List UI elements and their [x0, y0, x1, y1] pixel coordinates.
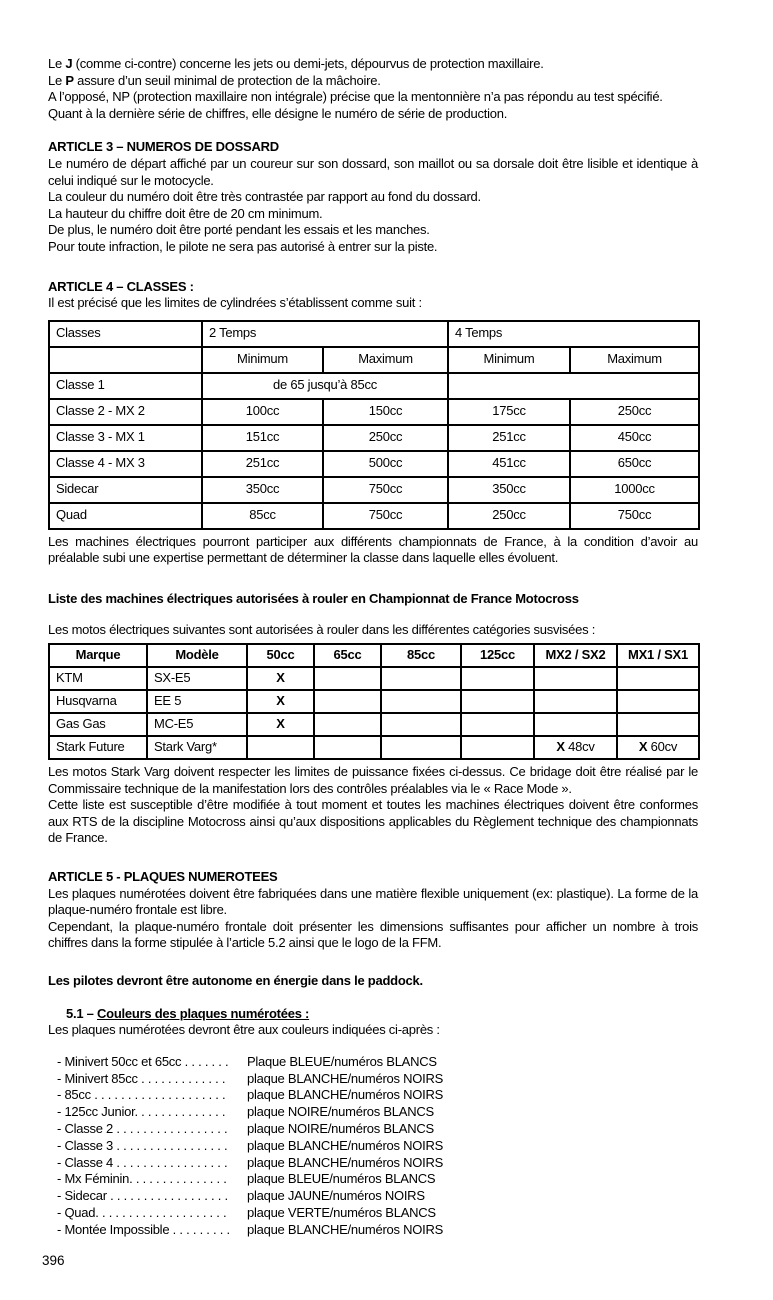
table-cell: EE 5 — [147, 690, 247, 713]
section-5-1-number: 5.1 – — [66, 1005, 98, 1021]
dot-leader: . . . . . . . . . . . . . — [141, 1070, 226, 1086]
table-cell — [381, 690, 461, 713]
table-cell: 100cc — [202, 399, 323, 425]
article3-paragraph-5: Pour toute infraction, le pilote ne sera pas autorisé à entrer sur la piste. — [48, 238, 438, 254]
table-cell: Minimum — [448, 347, 570, 373]
electric-list-intro: Les motos électriques suivantes sont autorisées à rouler dans les différentes catégories susvisées : — [48, 621, 596, 637]
plate-item-label — [57, 1138, 247, 1155]
plate-color-item — [48, 1188, 698, 1205]
intro-line-1-pre: Le — [48, 56, 66, 71]
table-cell — [247, 736, 314, 759]
article5-paragraph-2: Cependant, la plaque-numéro frontale doit présenter les dimensions suffisantes pour afficher un nombre à trois chiffres dans la forme stipulée à l’article 5.2 ainsi que le logo de la FFM. — [48, 918, 698, 951]
table-cell — [461, 713, 534, 736]
intro-line-1-post: (comme ci-contre) concerne les jets ou demi-jets, dépourvus de protection maxillaire. — [72, 56, 544, 71]
plate-color-item — [48, 1071, 698, 1088]
table-cell — [247, 667, 314, 690]
table-cell: Modèle — [147, 644, 247, 667]
table-cell — [314, 713, 381, 736]
table-cell: Marque — [49, 644, 147, 667]
table-cell: 85cc — [202, 503, 323, 529]
intro-line-2-bold: P — [65, 72, 74, 88]
table-cell: Quad — [49, 503, 202, 529]
intro-line-4: Quant à la dernière série de chiffres, elle désigne le numéro de série de production. — [48, 105, 508, 121]
table-row — [49, 713, 699, 736]
x-mark: X — [276, 716, 285, 732]
dot-leader: . . . . . . . . . . . . . . — [134, 1104, 226, 1120]
intro-line-3: A l’opposé, NP (protection maxillaire non intégrale) précise que la mentonnière n’a pas répondu au test spécifié. — [48, 89, 663, 105]
plate-item-label — [57, 1104, 247, 1121]
dot-leader: . . . . . . . . . . . . . . . . . — [116, 1137, 228, 1153]
plate-color-value: plaque BLANCHE/numéros NOIRS — [247, 1070, 444, 1086]
dot-leader: . . . . . . . . . — [172, 1221, 230, 1237]
x-mark: X — [638, 739, 648, 755]
table-cell: 1000cc — [570, 477, 699, 503]
table-cell: 151cc — [202, 425, 323, 451]
plate-class: - Quad — [57, 1204, 96, 1220]
intro-line-2 — [48, 73, 698, 90]
plate-color-value: plaque VERTE/numéros BLANCS — [247, 1204, 436, 1220]
article3-paragraph-4: De plus, le numéro doit être porté pendant les essais et les manches. — [48, 222, 430, 238]
table-cell — [247, 690, 314, 713]
table-cell: 175cc — [448, 399, 570, 425]
table-cell: Classe 3 - MX 1 — [49, 425, 202, 451]
intro-line-2-pre: Le — [48, 72, 66, 88]
section-5-1-intro: Les plaques numérotées devront être aux couleurs indiquées ci-après : — [48, 1022, 440, 1038]
table-cell: 4 Temps — [448, 321, 699, 347]
electric-machines-table — [48, 643, 700, 760]
plate-color-value: Plaque BLEUE/numéros BLANCS — [247, 1053, 437, 1069]
intro-line-2-post: assure d’un seuil minimal de protection de la mâchoire. — [73, 72, 381, 88]
plate-color-item — [48, 1155, 698, 1172]
power-note: 60cv — [647, 739, 678, 755]
plate-item-label — [57, 1171, 247, 1188]
intro-line-1 — [48, 56, 698, 73]
x-mark: X — [276, 670, 285, 686]
table-row — [49, 451, 699, 477]
plate-class: - 125cc Junior — [57, 1104, 135, 1120]
table-cell — [448, 373, 699, 399]
table-cell: 50cc — [247, 644, 314, 667]
plate-item-label — [57, 1071, 247, 1088]
table-row — [49, 644, 699, 667]
plate-class: - Mx Féminin — [57, 1171, 130, 1187]
table-cell — [461, 667, 534, 690]
plate-class: - Classe 4 — [57, 1154, 117, 1170]
intro-paragraph — [48, 56, 698, 122]
stark-paragraph-2: Cette liste est susceptible d’être modifiée à tout moment et toutes les machines électriques doivent être conformes aux RTS de la discipline Motocross ainsi qu’aux dispositions applicables du Règlement technique des championnats de France. — [48, 797, 698, 846]
table-cell — [461, 736, 534, 759]
power-note: 48cv — [564, 739, 595, 755]
plate-color-item — [48, 1205, 698, 1222]
plate-color-item — [48, 1171, 698, 1188]
plate-item-label — [57, 1155, 247, 1172]
plate-item-label — [57, 1054, 247, 1071]
x-mark: X — [556, 739, 565, 755]
plate-color-value: plaque BLANCHE/numéros NOIRS — [247, 1137, 444, 1153]
table-cell: Classe 4 - MX 3 — [49, 451, 202, 477]
table-cell: Maximum — [570, 347, 699, 373]
table-cell — [381, 736, 461, 759]
article5-title: ARTICLE 5 - PLAQUES NUMEROTEES — [48, 869, 278, 885]
table-cell: 250cc — [570, 399, 699, 425]
table-cell: Maximum — [323, 347, 448, 373]
dot-leader: . . . . . . . . . . . . . . . . . . . . — [94, 1087, 226, 1103]
plate-class: - Classe 2 — [57, 1121, 117, 1136]
table-cell: 2 Temps — [202, 321, 448, 347]
table-cell — [314, 736, 381, 759]
table-cell: 650cc — [570, 451, 699, 477]
intro-line-1-bold: J — [65, 56, 73, 71]
article3-paragraph-2: La couleur du numéro doit être très contrastée par rapport au fond du dossard. — [48, 189, 481, 205]
plate-color-value: plaque BLEUE/numéros BLANCS — [247, 1171, 436, 1187]
table-row — [49, 667, 699, 690]
dot-leader: . . . . . . . . . . . . . . . . . . . . — [95, 1204, 227, 1220]
electric-list-heading: Liste des machines électriques autorisées à rouler en Championnat de France Motocross — [48, 590, 579, 606]
article4-title: ARTICLE 4 – CLASSES : — [48, 278, 194, 294]
table-cell — [534, 713, 617, 736]
table-cell: Classe 1 — [49, 373, 202, 399]
table-cell: 125cc — [461, 644, 534, 667]
plate-color-value: plaque BLANCHE/numéros NOIRS — [247, 1221, 444, 1237]
table-cell — [534, 736, 617, 759]
plate-color-value: plaque NOIRE/numéros BLANCS — [247, 1121, 434, 1136]
table-cell — [617, 736, 699, 759]
table-cell: 251cc — [202, 451, 323, 477]
table-cell — [247, 713, 314, 736]
plate-item-label — [57, 1087, 247, 1104]
table-cell: 250cc — [448, 503, 570, 529]
table-cell: Gas Gas — [49, 713, 147, 736]
table-cell: 750cc — [323, 503, 448, 529]
table-cell: 750cc — [570, 503, 699, 529]
table-cell: 251cc — [448, 425, 570, 451]
plate-class: - 85cc — [57, 1087, 95, 1103]
table-row — [49, 347, 699, 373]
plate-color-item — [48, 1054, 698, 1071]
plate-class: - Minivert 85cc — [57, 1070, 142, 1086]
table-cell — [534, 690, 617, 713]
stark-paragraph-1: Les motos Stark Varg doivent respecter les limites de puissance fixées ci-dessus. Ce bridage doit être réalisé par le Commissaire technique de la manifestation lors des contrôles préalables via le « Race Mode ». — [48, 764, 698, 796]
table-row — [49, 399, 699, 425]
table-cell — [617, 713, 699, 736]
plate-class: - Classe 3 — [57, 1137, 117, 1153]
table-row — [49, 373, 699, 399]
plate-color-item — [48, 1138, 698, 1155]
table-row — [49, 690, 699, 713]
plate-color-item — [48, 1087, 698, 1104]
article3-paragraph-3: La hauteur du chiffre doit être de 20 cm minimum. — [48, 205, 323, 221]
table-cell — [314, 667, 381, 690]
plate-color-value: plaque JAUNE/numéros NOIRS — [247, 1188, 425, 1204]
table-cell: Minimum — [202, 347, 323, 373]
paddock-energy-note: Les pilotes devront être autonome en énergie dans le paddock. — [48, 973, 423, 989]
table-cell — [617, 690, 699, 713]
table-cell: MC-E5 — [147, 713, 247, 736]
table-cell: Husqvarna — [49, 690, 147, 713]
electric-machines-note: Les machines électriques pourront participer aux différents championnats de France, à la condition d’avoir au préalable subi une expertise permettant de déterminer la classe dans laquelle elles évoluent. — [48, 533, 698, 566]
table-cell: 350cc — [448, 477, 570, 503]
table-cell — [534, 667, 617, 690]
plate-color-value: plaque NOIRE/numéros BLANCS — [247, 1104, 434, 1120]
table-row — [49, 736, 699, 759]
table-cell: Classes — [49, 321, 202, 347]
table-row — [49, 321, 699, 347]
table-cell: 750cc — [323, 477, 448, 503]
plate-color-item — [48, 1121, 698, 1138]
article3-title: ARTICLE 3 – NUMEROS DE DOSSARD — [48, 139, 279, 155]
table-cell: Stark Varg* — [147, 736, 247, 759]
table-cell: 350cc — [202, 477, 323, 503]
article4-intro: Il est précisé que les limites de cylindrées s’établissent comme suit : — [48, 295, 422, 311]
plate-item-label — [57, 1121, 247, 1138]
plate-class: - Minivert 50cc et 65cc — [57, 1053, 185, 1069]
plate-color-item — [48, 1104, 698, 1121]
plate-color-item — [48, 1222, 698, 1239]
plate-item-label — [57, 1188, 247, 1205]
table-cell: SX-E5 — [147, 667, 247, 690]
table-cell: 250cc — [323, 425, 448, 451]
table-cell: MX1 / SX1 — [617, 644, 699, 667]
table-cell: 500cc — [323, 451, 448, 477]
table-cell — [314, 690, 381, 713]
plate-class: - Montée Impossible — [57, 1221, 173, 1237]
article3-paragraph-1: Le numéro de départ affiché par un coureur sur son dossard, son maillot ou sa dorsale doit être lisible et identique à celui indiqué sur le motocycle. — [48, 155, 698, 188]
table-row — [49, 425, 699, 451]
plate-color-value: plaque BLANCHE/numéros NOIRS — [247, 1087, 444, 1103]
plate-class: - Sidecar — [57, 1188, 111, 1204]
table-row — [49, 477, 699, 503]
plate-colors-list — [48, 1054, 698, 1239]
page-number: 396 — [42, 1252, 65, 1268]
table-cell — [381, 713, 461, 736]
table-cell: KTM — [49, 667, 147, 690]
table-row — [49, 503, 699, 529]
plate-item-label — [57, 1205, 247, 1222]
table-cell: 450cc — [570, 425, 699, 451]
table-cell: 150cc — [323, 399, 448, 425]
x-mark: X — [276, 693, 285, 709]
dot-leader: . . . . . . . . . . . . . . . — [129, 1171, 227, 1187]
table-cell: Stark Future — [49, 736, 147, 759]
classes-table — [48, 320, 700, 530]
table-cell: Classe 2 - MX 2 — [49, 399, 202, 425]
section-5-1-title: Couleurs des plaques numérotées : — [97, 1005, 310, 1021]
table-cell — [381, 667, 461, 690]
table-cell: MX2 / SX2 — [534, 644, 617, 667]
table-cell: 85cc — [381, 644, 461, 667]
table-cell: Sidecar — [49, 477, 202, 503]
dot-leader: . . . . . . . — [184, 1053, 229, 1069]
table-cell — [461, 690, 534, 713]
dot-leader: . . . . . . . . . . . . . . . . . — [116, 1154, 228, 1170]
article3-body — [48, 156, 698, 256]
plate-item-label — [57, 1222, 247, 1239]
table-cell: 65cc — [314, 644, 381, 667]
article5-paragraph-1: Les plaques numérotées doivent être fabriquées dans une matière flexible uniquement (ex: plastique). La forme de la plaque-numéro frontale est libre. — [48, 885, 698, 918]
table-cell: 451cc — [448, 451, 570, 477]
dot-leader: . . . . . . . . . . . . . . . . . — [116, 1121, 228, 1136]
plate-color-value: plaque BLANCHE/numéros NOIRS — [247, 1154, 444, 1170]
table-cell — [617, 667, 699, 690]
table-cell — [49, 347, 202, 373]
dot-leader: . . . . . . . . . . . . . . . . . . — [110, 1188, 228, 1204]
section-5-1-heading — [48, 1006, 698, 1023]
table-cell: de 65 jusqu’à 85cc — [202, 373, 448, 399]
